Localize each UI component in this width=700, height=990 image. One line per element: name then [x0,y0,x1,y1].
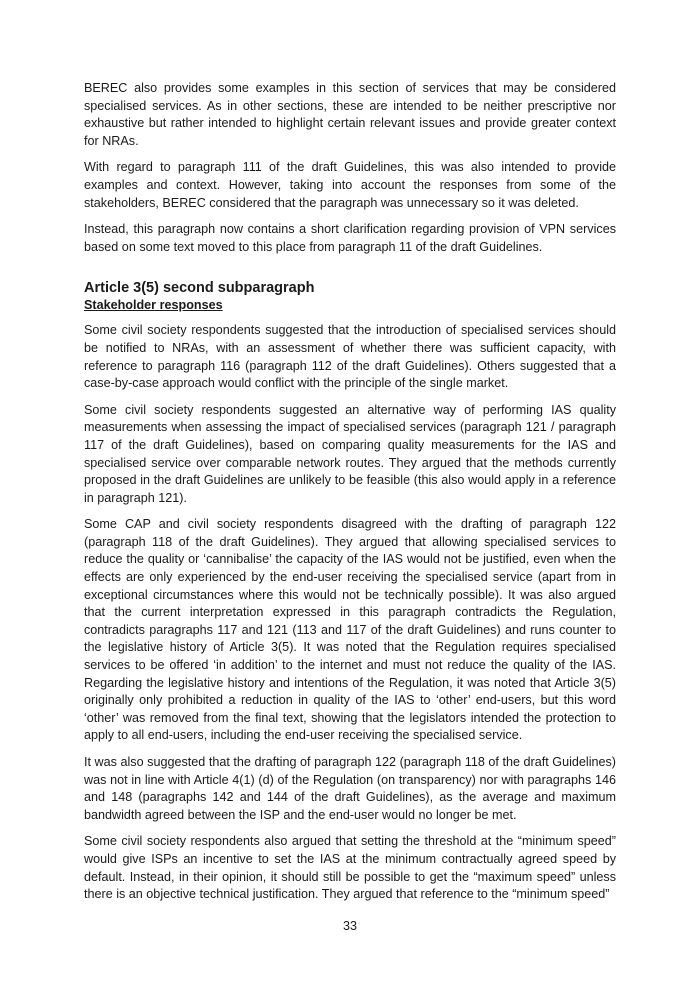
page-number: 33 [342,919,357,933]
document-page [84,80,616,913]
paragraph-measurements: Some civil society respondents suggested an alternative way of performing IAS quality measurements when assessing the impact of specialised services (paragraph 121 / paragraph 117 of the draft Guidelines), based on comparing quality measurements for the IAS and specialised service over comparable network routes. They argued that the methods currently proposed in the draft Guidelines are unlikely to be feasible (this also would apply in a reference in paragraph 121). [84,402,616,505]
section-subheading: Stakeholder responses [84,298,223,313]
paragraph-vpn: Instead, this paragraph now contains a short clarification regarding provision of VPN services based on some text moved to this place from paragraph 11 of the draft Guidelines. [84,222,616,254]
paragraph-examples: BEREC also provides some examples in this section of services that may be considered specialised services. As in other sections, these are intended to be neither prescriptive nor exhaustive but rather intended to highlight certain relevant issues and provide greater context for NRAs. [84,81,616,148]
paragraph-minimum-speed: Some civil society respondents also argued that setting the threshold at the “minimum speed” would give ISPs an incentive to set the IAS at the minimum contractually agreed speed by default. Instead, in their opinion, it should still be possible to get the “maximum speed” unless there is an objective technical justification. They argued that reference to the “minimum speed” [84,834,616,902]
paragraph-cap-disagreement: Some CAP and civil society respondents disagreed with the drafting of paragraph 122 (paragraph 118 of the draft Guidelines). They argued that allowing specialised services to reduce the quality or ‘cannibalise’ the capacity of the IAS would not be justified, even when the effects are only experienced by the end-user receiving the specialised service (apart from in exceptional circumstances where this would not be technically possible). It was also argued that the current interpretation expressed in this paragraph contradicts the Regulation, contradicts paragraphs 117 and 121 (113 and 117 of the draft Guidelines) and runs counter to the legislative history of Article 3(5). It was noted that the Regulation requires specialised services to be offered ‘in addition’ to the internet and must not reduce the quality of the IAS. Regarding the legislative history and intentions of the Regulation, it was noted that Article 3(5) originally only prohibited a reduction in quality of the IAS to ‘other’ end-users, but this word ‘other’ was removed from the final text, showing that the legislators intended the protection to apply to all end-users, including the end-user receiving the specialised service. [84,517,616,743]
paragraph-111: With regard to paragraph 111 of the draft Guidelines, this was also intended to provide examples and context. However, taking into account the responses from some of the stakeholders, BEREC considered that the paragraph was unnecessary so it was deleted. [84,160,616,210]
paragraph-transparency: It was also suggested that the drafting of paragraph 122 (paragraph 118 of the draft Guidelines) was not in line with Article 4(1) (d) of the Regulation (on transparency) nor with paragraphs 146 and 148 (paragraphs 142 and 144 of the draft Guidelines), as the average and maximum bandwidth agreed between the ISP and the end-user would no longer be met. [84,755,616,822]
paragraph-notification: Some civil society respondents suggested that the introduction of specialised services should be notified to NRAs, with an assessment of whether there was sufficient capacity, with reference to paragraph 116 (paragraph 112 of the draft Guidelines). Others suggested that a case-by-case approach would conflict with the principle of the single market. [84,323,616,391]
section-heading: Article 3(5) second subparagraph [84,280,315,297]
